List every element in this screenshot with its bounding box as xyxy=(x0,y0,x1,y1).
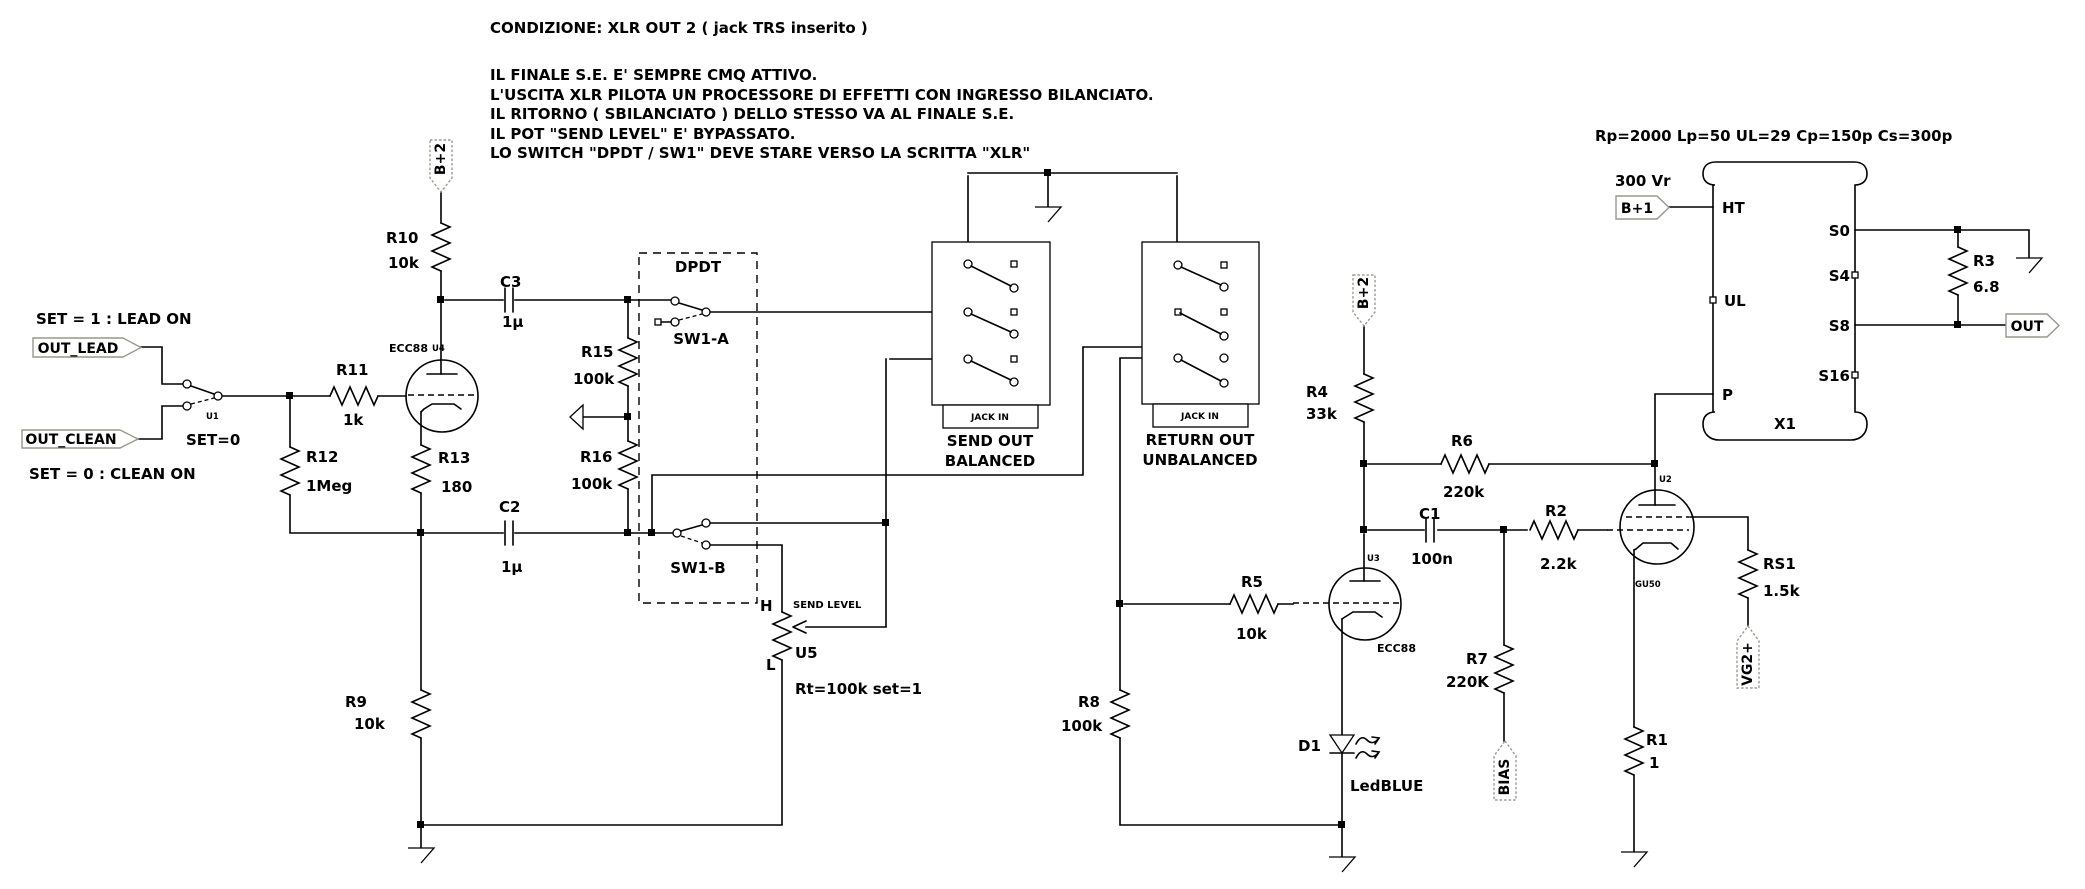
capacitor-c2[interactable] xyxy=(499,498,522,576)
rs1-ref: RS1 xyxy=(1763,555,1796,573)
jack-send-out[interactable] xyxy=(932,242,1050,470)
d1-ref: D1 xyxy=(1298,737,1321,755)
c2-ref: C2 xyxy=(499,498,521,516)
r16-value: 100k xyxy=(571,475,613,493)
capacitor-c1[interactable] xyxy=(1411,505,1453,568)
port-b2-label: B+2 xyxy=(433,142,449,176)
resistor-r16[interactable] xyxy=(571,441,637,493)
resistor-r9[interactable] xyxy=(345,690,430,738)
jack-return-label-2: UNBALANCED xyxy=(1142,451,1258,469)
lead-note: SET = 1 : LEAD ON xyxy=(36,310,192,328)
tube-u2-ref: U2 xyxy=(1659,475,1672,485)
rs1-value: 1.5k xyxy=(1763,582,1800,600)
tube-u3-ref: U3 xyxy=(1367,554,1380,564)
x1-pin-ul: UL xyxy=(1724,292,1746,310)
r9-value: 10k xyxy=(354,715,385,733)
tube-u2-type: GU50 xyxy=(1635,580,1661,590)
resistor-rs1[interactable] xyxy=(1739,550,1801,600)
transformer-x1[interactable] xyxy=(1703,162,1867,440)
switch-sw1a[interactable] xyxy=(655,297,729,348)
resistor-r7[interactable] xyxy=(1446,645,1513,693)
jack-send-tab-label: JACK IN xyxy=(971,413,1009,423)
r11-ref: R11 xyxy=(336,361,369,379)
switch-u1[interactable] xyxy=(183,380,240,449)
port-out-clean[interactable] xyxy=(22,430,138,448)
r6-ref: R6 xyxy=(1451,432,1473,450)
port-out-lead[interactable] xyxy=(33,338,141,357)
r11-value: 1k xyxy=(343,411,364,429)
note-line: IL RITORNO ( SBILANCIATO ) DELLO STESSO VA AL FINALE S.E. xyxy=(490,105,1015,123)
led-d1[interactable] xyxy=(1298,735,1423,795)
c1-value: 100n xyxy=(1411,550,1453,568)
port-out-label: OUT xyxy=(2010,319,2044,335)
transformer-params-note: Rp=2000 Lp=50 UL=29 Cp=150p Cs=300p xyxy=(1595,127,1953,145)
r12-ref: R12 xyxy=(306,448,339,466)
switch-sw1b-ref: SW1-B xyxy=(670,559,726,577)
r4-ref: R4 xyxy=(1306,383,1328,401)
c1-ref: C1 xyxy=(1419,505,1441,523)
c3-ref: C3 xyxy=(500,273,522,291)
d1-value: LedBLUE xyxy=(1350,777,1424,795)
r2-ref: R2 xyxy=(1545,502,1567,520)
x1-pin-s8: S8 xyxy=(1828,317,1850,335)
r6-value: 220k xyxy=(1443,483,1485,501)
led-light-icon xyxy=(1356,737,1379,758)
switch-u1-state: SET=0 xyxy=(186,431,241,449)
pot-u5-h-label: H xyxy=(760,597,773,615)
tube-u3[interactable] xyxy=(1293,554,1416,655)
ground-icon[interactable] xyxy=(2016,258,2042,273)
r1-value: 1 xyxy=(1649,754,1660,772)
x1-pin-s0: S0 xyxy=(1828,222,1850,240)
pot-u5-l-label: L xyxy=(766,656,776,674)
wires xyxy=(138,173,2029,857)
resistor-r15[interactable] xyxy=(573,338,637,388)
r1-ref: R1 xyxy=(1646,731,1668,749)
port-out-clean-label: OUT_CLEAN xyxy=(25,432,117,448)
port-bias[interactable] xyxy=(1494,741,1516,800)
jack-return-tab-label: JACK IN xyxy=(1181,412,1219,422)
port-out[interactable] xyxy=(2006,314,2059,337)
switch-sw1a-ref: SW1-A xyxy=(673,330,729,348)
port-arrow-icon[interactable] xyxy=(570,405,583,429)
ground-icon[interactable] xyxy=(1329,857,1355,872)
c2-value: 1µ xyxy=(501,558,523,576)
r3-ref: R3 xyxy=(1973,252,1995,270)
jack-return-out[interactable] xyxy=(1142,242,1259,469)
tube-u4[interactable] xyxy=(389,342,478,432)
tube-u2[interactable] xyxy=(1607,475,1694,590)
resistor-r5[interactable] xyxy=(1230,573,1278,643)
r15-value: 100k xyxy=(573,370,615,388)
note-line: LO SWITCH "DPDT / SW1" DEVE STARE VERSO LA SCRITTA "XLR" xyxy=(490,144,1031,162)
clean-note: SET = 0 : CLEAN ON xyxy=(29,465,196,483)
jack-send-label-2: BALANCED xyxy=(944,452,1036,470)
ground-icon[interactable] xyxy=(408,848,434,863)
x1-pin-s16: S16 xyxy=(1818,367,1850,385)
tube-u4-ref: U4 xyxy=(432,344,445,354)
r7-value: 220K xyxy=(1446,673,1489,691)
resistor-r13[interactable] xyxy=(412,445,472,496)
port-vg2[interactable] xyxy=(1737,626,1759,688)
capacitor-c3[interactable] xyxy=(500,273,523,331)
note-line: L'USCITA XLR PILOTA UN PROCESSORE DI EFFETTI CON INGRESSO BILANCIATO. xyxy=(490,86,1154,104)
resistor-r1[interactable] xyxy=(1625,727,1668,775)
x1-pin-p: P xyxy=(1722,386,1733,404)
r5-value: 10k xyxy=(1236,625,1267,643)
note-line: IL FINALE S.E. E' SEMPRE CMQ ATTIVO. xyxy=(490,66,818,84)
pot-u5-name: SEND LEVEL xyxy=(793,600,862,611)
voltage-note: 300 Vr xyxy=(1615,172,1671,190)
port-b1-label: B+1 xyxy=(1620,201,1654,217)
resistor-r6[interactable] xyxy=(1441,432,1489,501)
x1-pin-ht: HT xyxy=(1722,199,1745,217)
r2-value: 2.2k xyxy=(1540,555,1577,573)
c3-value: 1µ xyxy=(502,313,524,331)
r4-value: 33k xyxy=(1306,405,1337,423)
r9-ref: R9 xyxy=(345,693,367,711)
resistor-r8[interactable] xyxy=(1061,690,1129,738)
r8-ref: R8 xyxy=(1078,693,1100,711)
dpdt-box xyxy=(639,253,757,603)
resistor-r10[interactable] xyxy=(386,223,450,272)
switch-u1-ref: U1 xyxy=(206,412,219,422)
pot-u5-ref: U5 xyxy=(795,644,818,662)
condition-note: CONDIZIONE: XLR OUT 2 ( jack TRS inserito ) xyxy=(490,19,868,37)
port-b2-label: B+2 xyxy=(1356,276,1372,310)
port-b1[interactable] xyxy=(1616,196,1669,219)
r13-value: 180 xyxy=(441,478,473,496)
pot-u5[interactable] xyxy=(760,597,922,698)
r12-value: 1Meg xyxy=(306,477,353,495)
jack-send-label-1: SEND OUT xyxy=(946,432,1034,450)
resistor-r4[interactable] xyxy=(1306,374,1373,423)
port-bias-label: BIAS xyxy=(1497,758,1513,796)
r5-ref: R5 xyxy=(1241,573,1263,591)
r10-value: 10k xyxy=(388,254,419,272)
tube-u4-type: ECC88 xyxy=(389,342,428,355)
resistor-r12[interactable] xyxy=(281,447,352,495)
note-line: IL POT "SEND LEVEL" E' BYPASSATO. xyxy=(490,125,796,143)
resistor-r3[interactable] xyxy=(1949,247,2000,296)
port-vg2-label: VG2+ xyxy=(1740,642,1756,686)
x1-pin-s4: S4 xyxy=(1828,267,1850,285)
r16-ref: R16 xyxy=(580,448,613,466)
pot-u5-param: Rt=100k set=1 xyxy=(795,680,923,698)
port-b2-left[interactable] xyxy=(430,140,452,192)
dpdt-label: DPDT xyxy=(674,258,722,276)
port-out-lead-label: OUT_LEAD xyxy=(37,341,119,357)
r10-ref: R10 xyxy=(386,229,419,247)
switch-sw1b[interactable] xyxy=(670,519,725,577)
ground-icon[interactable] xyxy=(1035,207,1061,222)
r15-ref: R15 xyxy=(581,343,614,361)
ground-icon[interactable] xyxy=(1621,852,1647,867)
resistor-r11[interactable] xyxy=(330,361,378,429)
port-b2-right[interactable] xyxy=(1353,275,1375,326)
tube-u3-type: ECC88 xyxy=(1377,642,1416,655)
r3-value: 6.8 xyxy=(1973,278,2000,296)
r13-ref: R13 xyxy=(438,449,471,467)
resistor-r2[interactable] xyxy=(1530,502,1578,573)
r8-value: 100k xyxy=(1061,717,1103,735)
x1-ref: X1 xyxy=(1773,415,1797,433)
jack-return-label-1: RETURN OUT xyxy=(1145,431,1255,449)
r7-ref: R7 xyxy=(1466,650,1488,668)
